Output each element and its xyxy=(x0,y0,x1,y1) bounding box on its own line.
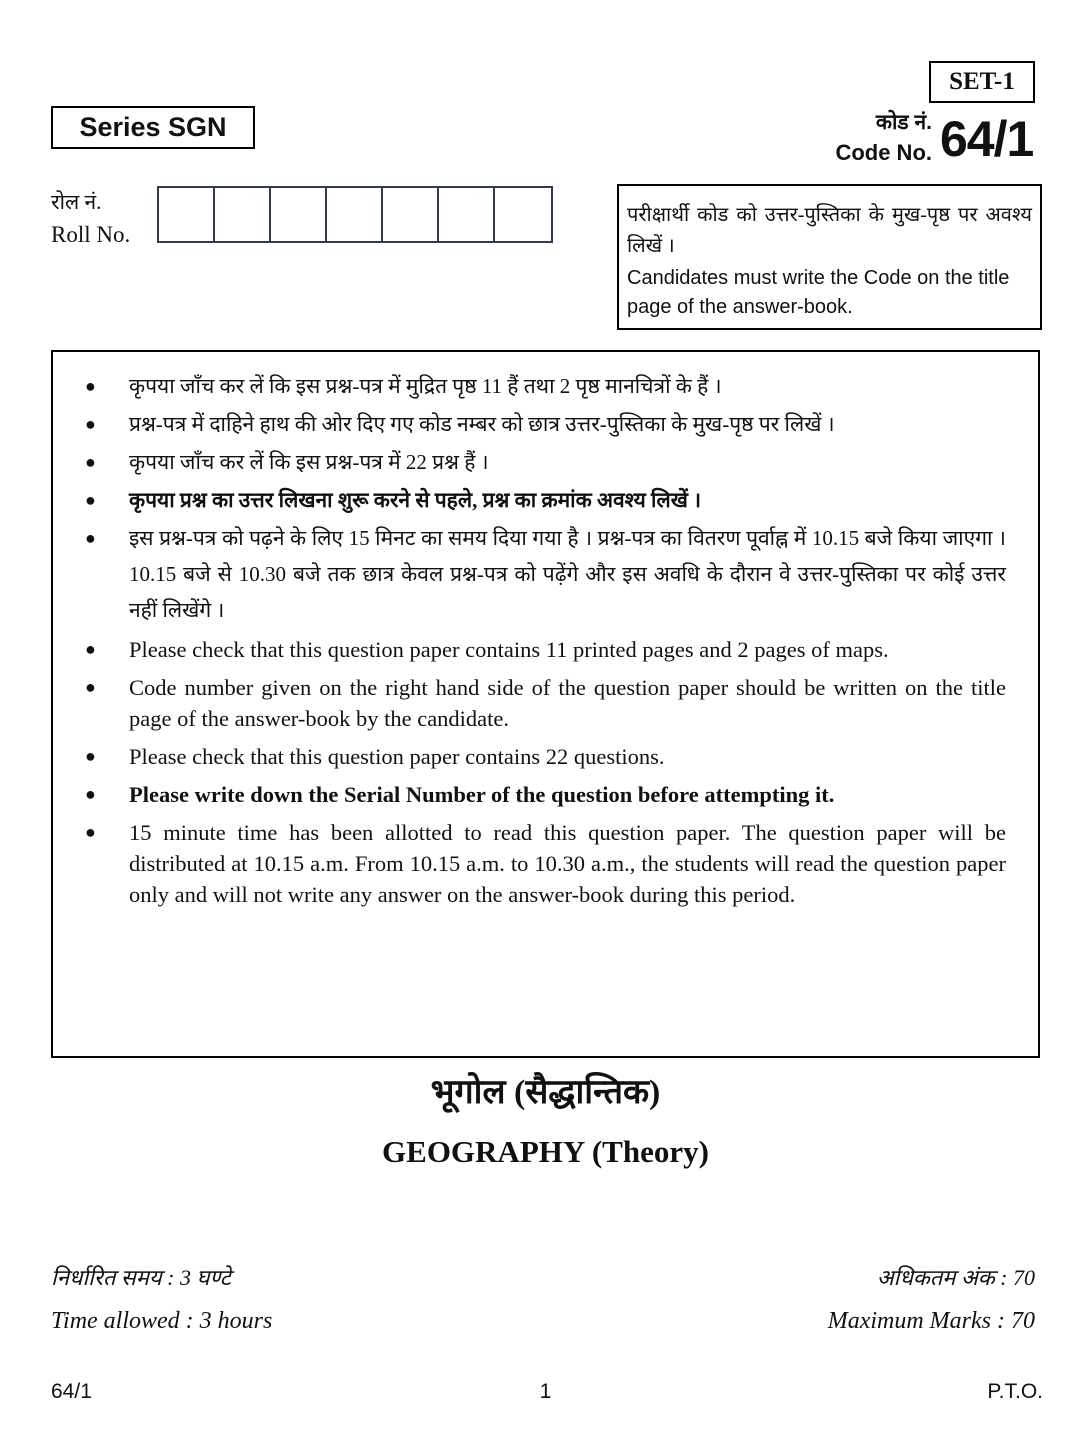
roll-number-cell[interactable] xyxy=(215,188,271,241)
instruction-text: कृपया जाँच कर लें कि इस प्रश्न-पत्र में मुद्रित पृष्ठ 11 हैं तथा 2 पृष्ठ मानचित्रों के हैं । xyxy=(129,374,722,398)
roll-label-english: Roll No. xyxy=(51,222,131,247)
maximum-marks-english: Maximum Marks : 70 xyxy=(827,1308,1035,1334)
instruction-text: Please check that this question paper contains 22 questions. xyxy=(129,744,665,769)
instruction-item xyxy=(83,672,1006,734)
instruction-text: कृपया प्रश्न का उत्तर लिखना शुरू करने से पहले, प्रश्न का क्रमांक अवश्य लिखें । xyxy=(129,488,702,512)
subject-title-hindi: भूगोल (सैद्धान्तिक) xyxy=(430,1074,661,1111)
instruction-item xyxy=(83,406,1006,442)
roll-number-cell[interactable] xyxy=(159,188,215,241)
bullet-icon: ● xyxy=(85,528,96,548)
code-label-english: Code No. xyxy=(835,140,932,165)
bullet-icon: ● xyxy=(85,784,96,804)
roll-number-cell[interactable] xyxy=(327,188,383,241)
bullet-icon: ● xyxy=(85,639,96,659)
instruction-item xyxy=(83,817,1006,910)
bullet-icon: ● xyxy=(85,490,96,510)
general-instructions-box xyxy=(51,350,1040,1058)
footer-code: 64/1 xyxy=(51,1380,92,1403)
instruction-item xyxy=(83,520,1006,628)
instruction-text: प्रश्न-पत्र में दाहिने हाथ की ओर दिए गए कोड नम्बर को छात्र उत्तर-पुस्तिका के मुख-पृष्ठ पर लिखें । xyxy=(129,412,835,436)
instruction-item xyxy=(83,779,1006,810)
instruction-text: इस प्रश्न-पत्र को पढ़ने के लिए 15 मिनट का समय दिया गया है । प्रश्न-पत्र का वितरण पूर्वाह्न में 10.15 बजे किया जाएगा । 10.15 बजे से 10.30 बजे तक छात्र केवल प्रश्न-पत्र को पढ़ेंगे और इस अवधि के दौरान वे उत्तर-पुस्तिका पर कोई उत्तर नहीं लिखेंगे । xyxy=(129,526,1006,622)
instruction-text: 15 minute time has been allotted to read this question paper. The question paper will be distributed at 10.15 a.m. From 10.15 a.m. to 10.30 a.m., the students will read the question paper only and will not write any answer on the answer-book during this period. xyxy=(129,820,1006,907)
candidate-code-notice xyxy=(617,184,1042,330)
code-label-hindi: कोड नं. xyxy=(875,111,932,134)
roll-number-cell[interactable] xyxy=(271,188,327,241)
time-allowed-hindi: निर्धारित समय : 3 घण्टे xyxy=(51,1265,231,1290)
bullet-icon: ● xyxy=(85,746,96,766)
candidate-notice-hindi: परीक्षार्थी कोड को उत्तर-पुस्तिका के मुख-पृष्ठ पर अवश्य लिखें । xyxy=(627,204,1032,257)
time-allowed-english: Time allowed : 3 hours xyxy=(51,1308,273,1334)
subject-title-english: GEOGRAPHY (Theory) xyxy=(382,1134,709,1169)
instruction-item xyxy=(83,444,1006,480)
roll-label-hindi: रोल नं. xyxy=(51,190,102,214)
bullet-icon: ● xyxy=(85,376,96,396)
code-number: 64/1 xyxy=(940,111,1034,167)
bullet-icon: ● xyxy=(85,452,96,472)
series-badge: Series SGN xyxy=(51,106,255,149)
instructions-list xyxy=(83,368,1006,910)
roll-number-cell[interactable] xyxy=(439,188,495,241)
maximum-marks-hindi: अधिकतम अंक : 70 xyxy=(876,1265,1035,1290)
bullet-icon: ● xyxy=(85,822,96,842)
candidate-notice-english: Candidates must write the Code on the title page of the answer-book. xyxy=(627,267,1010,318)
instruction-text: कृपया जाँच कर लें कि इस प्रश्न-पत्र में 22 प्रश्न हैं । xyxy=(129,450,489,474)
roll-number-boxes xyxy=(157,186,553,243)
instruction-item xyxy=(83,741,1006,772)
please-turn-over: P.T.O. xyxy=(987,1380,1043,1403)
page-number: 1 xyxy=(539,1380,552,1403)
roll-number-cell[interactable] xyxy=(495,188,551,241)
instruction-text: Please write down the Serial Number of the question before attempting it. xyxy=(129,782,835,807)
instruction-item xyxy=(83,482,1006,518)
set-number-badge: SET-1 xyxy=(929,61,1035,103)
instruction-text: Code number given on the right hand side of the question paper should be written on the title page of the answer-book by the candidate. xyxy=(129,675,1006,731)
roll-number-cell[interactable] xyxy=(383,188,439,241)
instruction-item xyxy=(83,634,1006,665)
instruction-text: Please check that this question paper contains 11 printed pages and 2 pages of maps. xyxy=(129,637,889,662)
bullet-icon: ● xyxy=(85,414,96,434)
bullet-icon: ● xyxy=(85,677,96,697)
instruction-item xyxy=(83,368,1006,404)
